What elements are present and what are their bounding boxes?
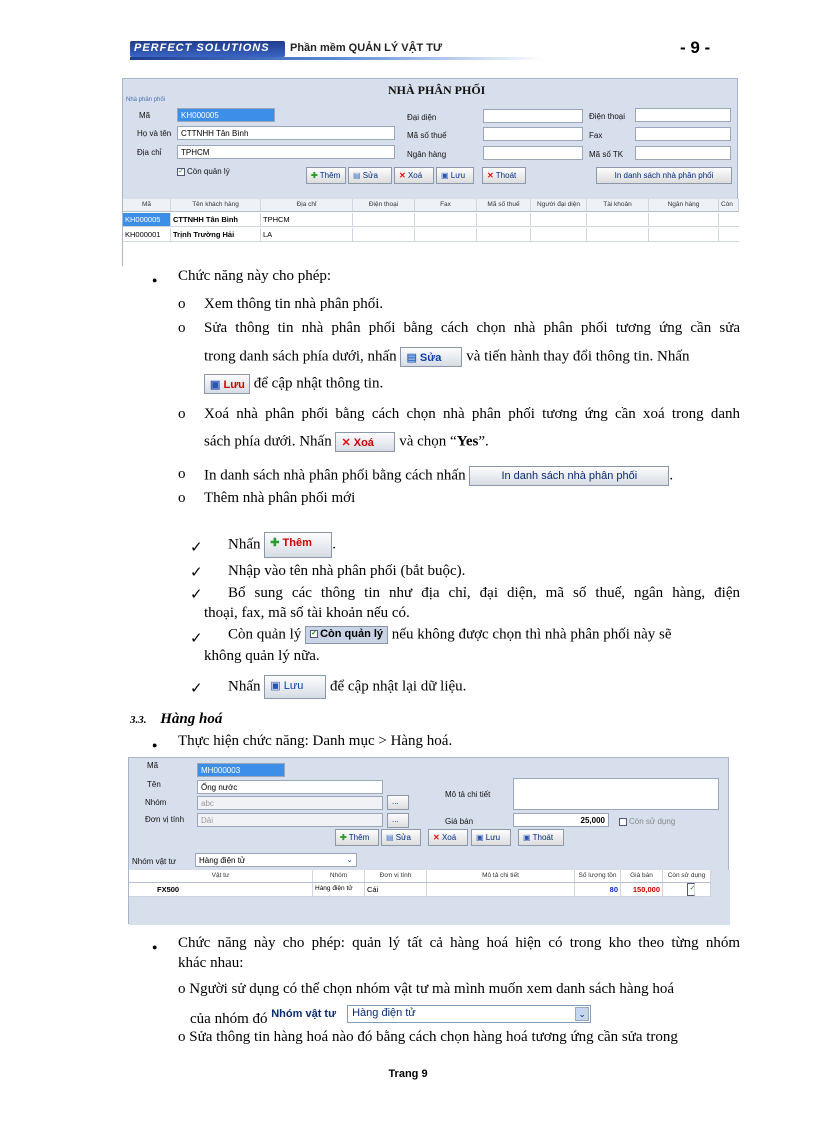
cell: Hàng điện tử [313, 883, 365, 896]
add-label: Thêm [348, 833, 370, 842]
col-header: Số lượng tồn [575, 870, 621, 882]
chevron-down-icon: ⌄ [346, 855, 353, 864]
label-nhomvattu: Nhóm vật tư [132, 857, 177, 866]
select-value: Hàng điện tử [199, 856, 246, 865]
col-header: Còn sử dụng [663, 870, 711, 882]
cell [531, 228, 587, 241]
list-item: Sửa thông tin nhà phân phối bằng cách chọn nhà phân phối tương ứng cần sửa [204, 320, 740, 336]
check-mark-icon: ✓ [190, 587, 203, 603]
sub-item [228, 675, 466, 699]
x-icon: ✕ [487, 171, 494, 180]
list-item: Thêm nhà phân phối mới [204, 490, 356, 506]
text: để cập nhật thông tin. [253, 375, 384, 392]
cell: 150,000 [621, 883, 663, 896]
cell: KH000005 [123, 213, 171, 226]
bullet-icon: ● [152, 942, 158, 952]
label-nhom: Nhóm [145, 798, 167, 807]
plus-icon: ✚ [340, 833, 347, 842]
text: Sửa thông tin hàng hoá nào đó bằng cách chọn hàng hoá tương ứng cần sửa trong [189, 1029, 678, 1045]
paragraph: Chức năng này cho phép: [178, 268, 332, 284]
field-nganhang[interactable] [483, 146, 583, 160]
exit-label: Thoát [532, 833, 554, 842]
check-icon: ✓ [311, 630, 318, 638]
checkbox-label: Còn sử dụng [629, 817, 676, 826]
col-header: Nhóm [313, 870, 365, 882]
field-giaban[interactable]: 25,000 [513, 813, 609, 827]
delete-label: Xoá [441, 833, 457, 842]
add-label: Thêm [282, 537, 312, 549]
field-ten[interactable]: Ống nước [197, 780, 383, 794]
cell [663, 883, 711, 896]
chevron-down-icon: ⌄ [575, 1007, 589, 1021]
field-diachi[interactable]: TPHCM [177, 145, 395, 159]
footer-page: Trang 9 [388, 1068, 428, 1080]
list-item-cont [190, 1003, 617, 1028]
check-mark-icon: ✓ [190, 565, 203, 581]
sub-item: Nhập vào tên nhà phân phối (bắt buộc). [228, 563, 466, 579]
x-icon: ✕ [399, 171, 406, 180]
text: của nhóm đó [190, 1011, 268, 1028]
combo-value: Hàng điện tử [352, 1007, 416, 1019]
field-ma[interactable]: KH000005 [177, 108, 275, 122]
grid-header [123, 199, 739, 212]
label-donvi: Đơn vị tính [145, 815, 185, 824]
x-icon: ✕ [341, 437, 351, 449]
save-label: Lưu [485, 833, 501, 842]
add-button[interactable] [306, 167, 346, 184]
save-button-image [204, 374, 250, 394]
nhomvattu-select[interactable] [195, 853, 357, 867]
list-item: o Sửa thông tin hàng hoá nào đó bằng cách chọn hàng hoá tương ứng cần sửa trong [178, 1029, 678, 1045]
cell [587, 228, 649, 241]
text: Còn quản lý [228, 626, 302, 643]
col-header: Điện thoại [353, 199, 415, 211]
distributor-grid [123, 199, 739, 267]
label-masothue: Mã số thuế [407, 131, 447, 140]
list-item-cont [204, 374, 383, 394]
col-header: Mô tả chi tiết [427, 870, 575, 882]
cell [477, 213, 531, 226]
col-header: Còn [719, 199, 739, 211]
save-button[interactable] [436, 167, 474, 184]
paragraph: Chức năng này cho phép: quản lý tất cả hàng hoá hiện có trong kho theo từng nhóm [178, 935, 740, 951]
header-title: Phần mềm QUẢN LÝ VẬT TƯ [290, 42, 443, 54]
text: ”. [478, 433, 489, 450]
group-label: Nhà phân phối [126, 97, 166, 103]
check-mark-icon: ✓ [190, 631, 203, 647]
cell [649, 213, 719, 226]
col-header: Giá bán [621, 870, 663, 882]
edit-button[interactable] [381, 829, 421, 846]
check-icon: ✓ [178, 167, 184, 175]
save-label: Lưu [283, 680, 304, 692]
page-number: - 9 - [680, 38, 711, 57]
nhom-browse-button[interactable]: ... [387, 795, 409, 810]
combo-box [347, 1005, 591, 1023]
edit-icon: ▤ [353, 171, 361, 180]
exit-button[interactable] [518, 829, 564, 846]
exit-button[interactable] [482, 167, 526, 184]
group-combo-image [271, 1003, 617, 1025]
x-icon: ✕ [433, 833, 440, 842]
text-bold: Yes [456, 433, 479, 450]
cell: TPHCM [261, 213, 353, 226]
text: và tiến hành thay đổi thông tin. Nhấn [466, 348, 690, 365]
cell [649, 228, 719, 241]
add-button-image [264, 532, 332, 558]
label-giaban: Giá bán [445, 817, 474, 826]
disk-icon: ▣ [270, 680, 281, 692]
text: để cập nhật lại dữ liệu. [330, 678, 467, 695]
list-item: o Người sử dụng có thể chọn nhóm vật tư mà mình muốn xem danh sách hàng hoá [178, 981, 674, 997]
screen-title: NHÀ PHÂN PHỐI [388, 83, 486, 97]
cell [477, 228, 531, 241]
label-ten: Họ và tên [137, 129, 172, 138]
sub-item-cont: thoại, fax, mã số tài khoản nếu có. [204, 605, 410, 621]
checkbox-label: Còn quản lý [187, 167, 230, 176]
list-item: Xem thông tin nhà phân phối. [204, 296, 384, 312]
table-row[interactable] [129, 883, 711, 897]
field-daidien[interactable] [483, 109, 583, 123]
delete-button[interactable] [394, 167, 434, 184]
cell: CTTNHH Tân Bình [171, 213, 261, 226]
text: Nhấn [228, 536, 261, 553]
edit-button-image [400, 347, 462, 367]
field-dienthoai[interactable] [635, 108, 731, 122]
field-masotk[interactable] [635, 146, 731, 160]
label-daidien: Đại diện [407, 113, 437, 122]
paragraph: Thực hiện chức năng: Danh mục > Hàng hoá. [178, 733, 453, 749]
cell: KH000001 [123, 228, 171, 241]
combo-label: Nhóm vật tư [271, 1007, 337, 1020]
field-ma[interactable]: MH000003 [197, 763, 285, 777]
table-row[interactable] [123, 213, 739, 227]
cell: 80 [575, 883, 621, 896]
table-row[interactable] [123, 228, 739, 242]
col-header: Tài khoản [587, 199, 649, 211]
list-item-cont [204, 347, 689, 367]
label-masotk: Mã số TK [589, 150, 624, 159]
exit-label: Thoát [495, 171, 517, 180]
cell [531, 213, 587, 226]
delete-button-image [335, 432, 395, 452]
section-number: 3.3. [130, 714, 147, 726]
goods-screenshot [128, 757, 729, 924]
edit-label: Sửa [362, 171, 378, 180]
disk-icon: ▣ [441, 171, 449, 180]
check-icon: ✓ [687, 883, 695, 896]
print-list-button[interactable]: In danh sách nhà phân phối [596, 167, 732, 184]
list-marker: o [178, 406, 186, 422]
save-label: Lưu [223, 379, 245, 391]
text: trong danh sách phía dưới, nhấn [204, 348, 397, 365]
check-mark-icon: ✓ [190, 540, 203, 556]
cell [353, 213, 415, 226]
cell [353, 228, 415, 241]
text: Người sử dụng có thể chọn nhóm vật tư mà mình muốn xem danh sách hàng hoá [189, 981, 674, 997]
section-title: Hàng hoá [160, 711, 223, 727]
col-header: Mã [123, 199, 171, 211]
sub-item-cont: không quản lý nữa. [204, 648, 320, 664]
checkbox-con-quan-ly[interactable] [177, 167, 230, 176]
edit-label: Sửa [395, 833, 411, 842]
field-donvi[interactable]: Dải [197, 813, 383, 827]
company-logo: PERFECT SOLUTIONS [130, 41, 285, 57]
bullet-icon: ● [152, 275, 158, 285]
field-ten[interactable]: CTTNHH Tân Bình [177, 126, 395, 140]
plus-icon: ✚ [270, 537, 280, 549]
edit-icon: ▤ [406, 352, 417, 364]
col-header: Địa chỉ [261, 199, 353, 211]
label-mota: Mô tả chi tiết [445, 790, 491, 799]
cell [415, 228, 477, 241]
text: In danh sách nhà phân phối bằng cách nhấn [204, 467, 466, 484]
donvi-browse-button[interactable]: ... [387, 813, 409, 828]
field-mota[interactable] [513, 778, 719, 810]
list-marker: o [178, 296, 186, 312]
col-header: Tên khách hàng [171, 199, 261, 211]
col-header: Người đại diện [531, 199, 587, 211]
label-diachi: Địa chỉ [137, 148, 162, 157]
label-ma: Mã [147, 761, 159, 770]
list-item-cont [204, 432, 489, 452]
checkbox-con-su-dung[interactable] [619, 817, 675, 826]
field-nhom[interactable]: abc [197, 796, 383, 810]
check-icon [619, 818, 627, 826]
col-header: Đơn vị tính [365, 870, 427, 882]
edit-button[interactable] [348, 167, 392, 184]
text: và chọn “ [399, 433, 457, 450]
text: Nhấn [228, 678, 261, 695]
label-ten: Tên [147, 780, 161, 789]
plus-icon: ✚ [311, 171, 318, 180]
cell: Cái [365, 883, 427, 896]
label-nganhang: Ngân hàng [407, 150, 447, 159]
col-header: Vật tư [129, 870, 313, 882]
list-marker: o [178, 320, 186, 336]
list-item: In danh sách nhà phân phối bằng cách nhấn In danh sách nhà phân phối . [204, 466, 673, 486]
bullet-icon: ● [152, 740, 158, 750]
field-masothue[interactable] [483, 127, 583, 141]
goods-grid [129, 870, 730, 925]
list-marker: o [178, 466, 186, 482]
delete-button[interactable] [428, 829, 468, 846]
edit-icon: ▤ [386, 833, 394, 842]
cell [427, 883, 575, 896]
save-label: Lưu [450, 171, 466, 180]
paragraph-cont: khác nhau: [178, 955, 244, 971]
cell [415, 213, 477, 226]
grid-header [129, 870, 711, 883]
label-fax: Fax [589, 131, 603, 140]
sub-item [228, 626, 672, 644]
edit-label: Sửa [419, 352, 442, 364]
save-button[interactable] [471, 829, 511, 846]
cell: Trịnh Trường Hải [171, 228, 261, 241]
delete-label: Xoá [353, 437, 374, 449]
header-rule [130, 57, 545, 60]
cell [587, 213, 649, 226]
add-label: Thêm [319, 171, 341, 180]
distributor-screenshot [122, 78, 738, 266]
disk-icon: ▣ [210, 379, 221, 391]
checkbox-image [305, 626, 388, 644]
add-button[interactable] [335, 829, 379, 846]
cell: FX500 [129, 883, 313, 896]
list-item: Xoá nhà phân phối bằng cách chọn nhà phân phối tương ứng cần xoá trong danh [204, 406, 740, 422]
check-mark-icon: ✓ [190, 681, 203, 697]
list-marker: o [178, 490, 186, 506]
col-header: Fax [415, 199, 477, 211]
save-button-image [264, 675, 326, 699]
text: nếu không được chọn thì nhà phân phối này sẽ [391, 626, 672, 643]
field-fax[interactable] [635, 127, 731, 141]
section-heading [130, 711, 222, 728]
sub-item: Bổ sung các thông tin như địa chỉ, đại diện, mã số thuế, ngân hàng, điện [228, 585, 740, 601]
col-header: Ngân hàng [649, 199, 719, 211]
exit-icon: ▣ [523, 833, 531, 842]
label-ma: Mã [139, 111, 151, 120]
label-dienthoai: Điện thoại [589, 112, 626, 121]
print-button-image: In danh sách nhà phân phối [469, 466, 669, 486]
text: sách phía dưới. Nhấn [204, 433, 332, 450]
cell: LA [261, 228, 353, 241]
checkbox-label: Còn quản lý [320, 628, 384, 640]
delete-label: Xoá [407, 171, 423, 180]
sub-item: Nhấn ✚ Thêm . [228, 532, 336, 558]
disk-icon: ▣ [476, 833, 484, 842]
col-header: Mã số thuế [477, 199, 531, 211]
